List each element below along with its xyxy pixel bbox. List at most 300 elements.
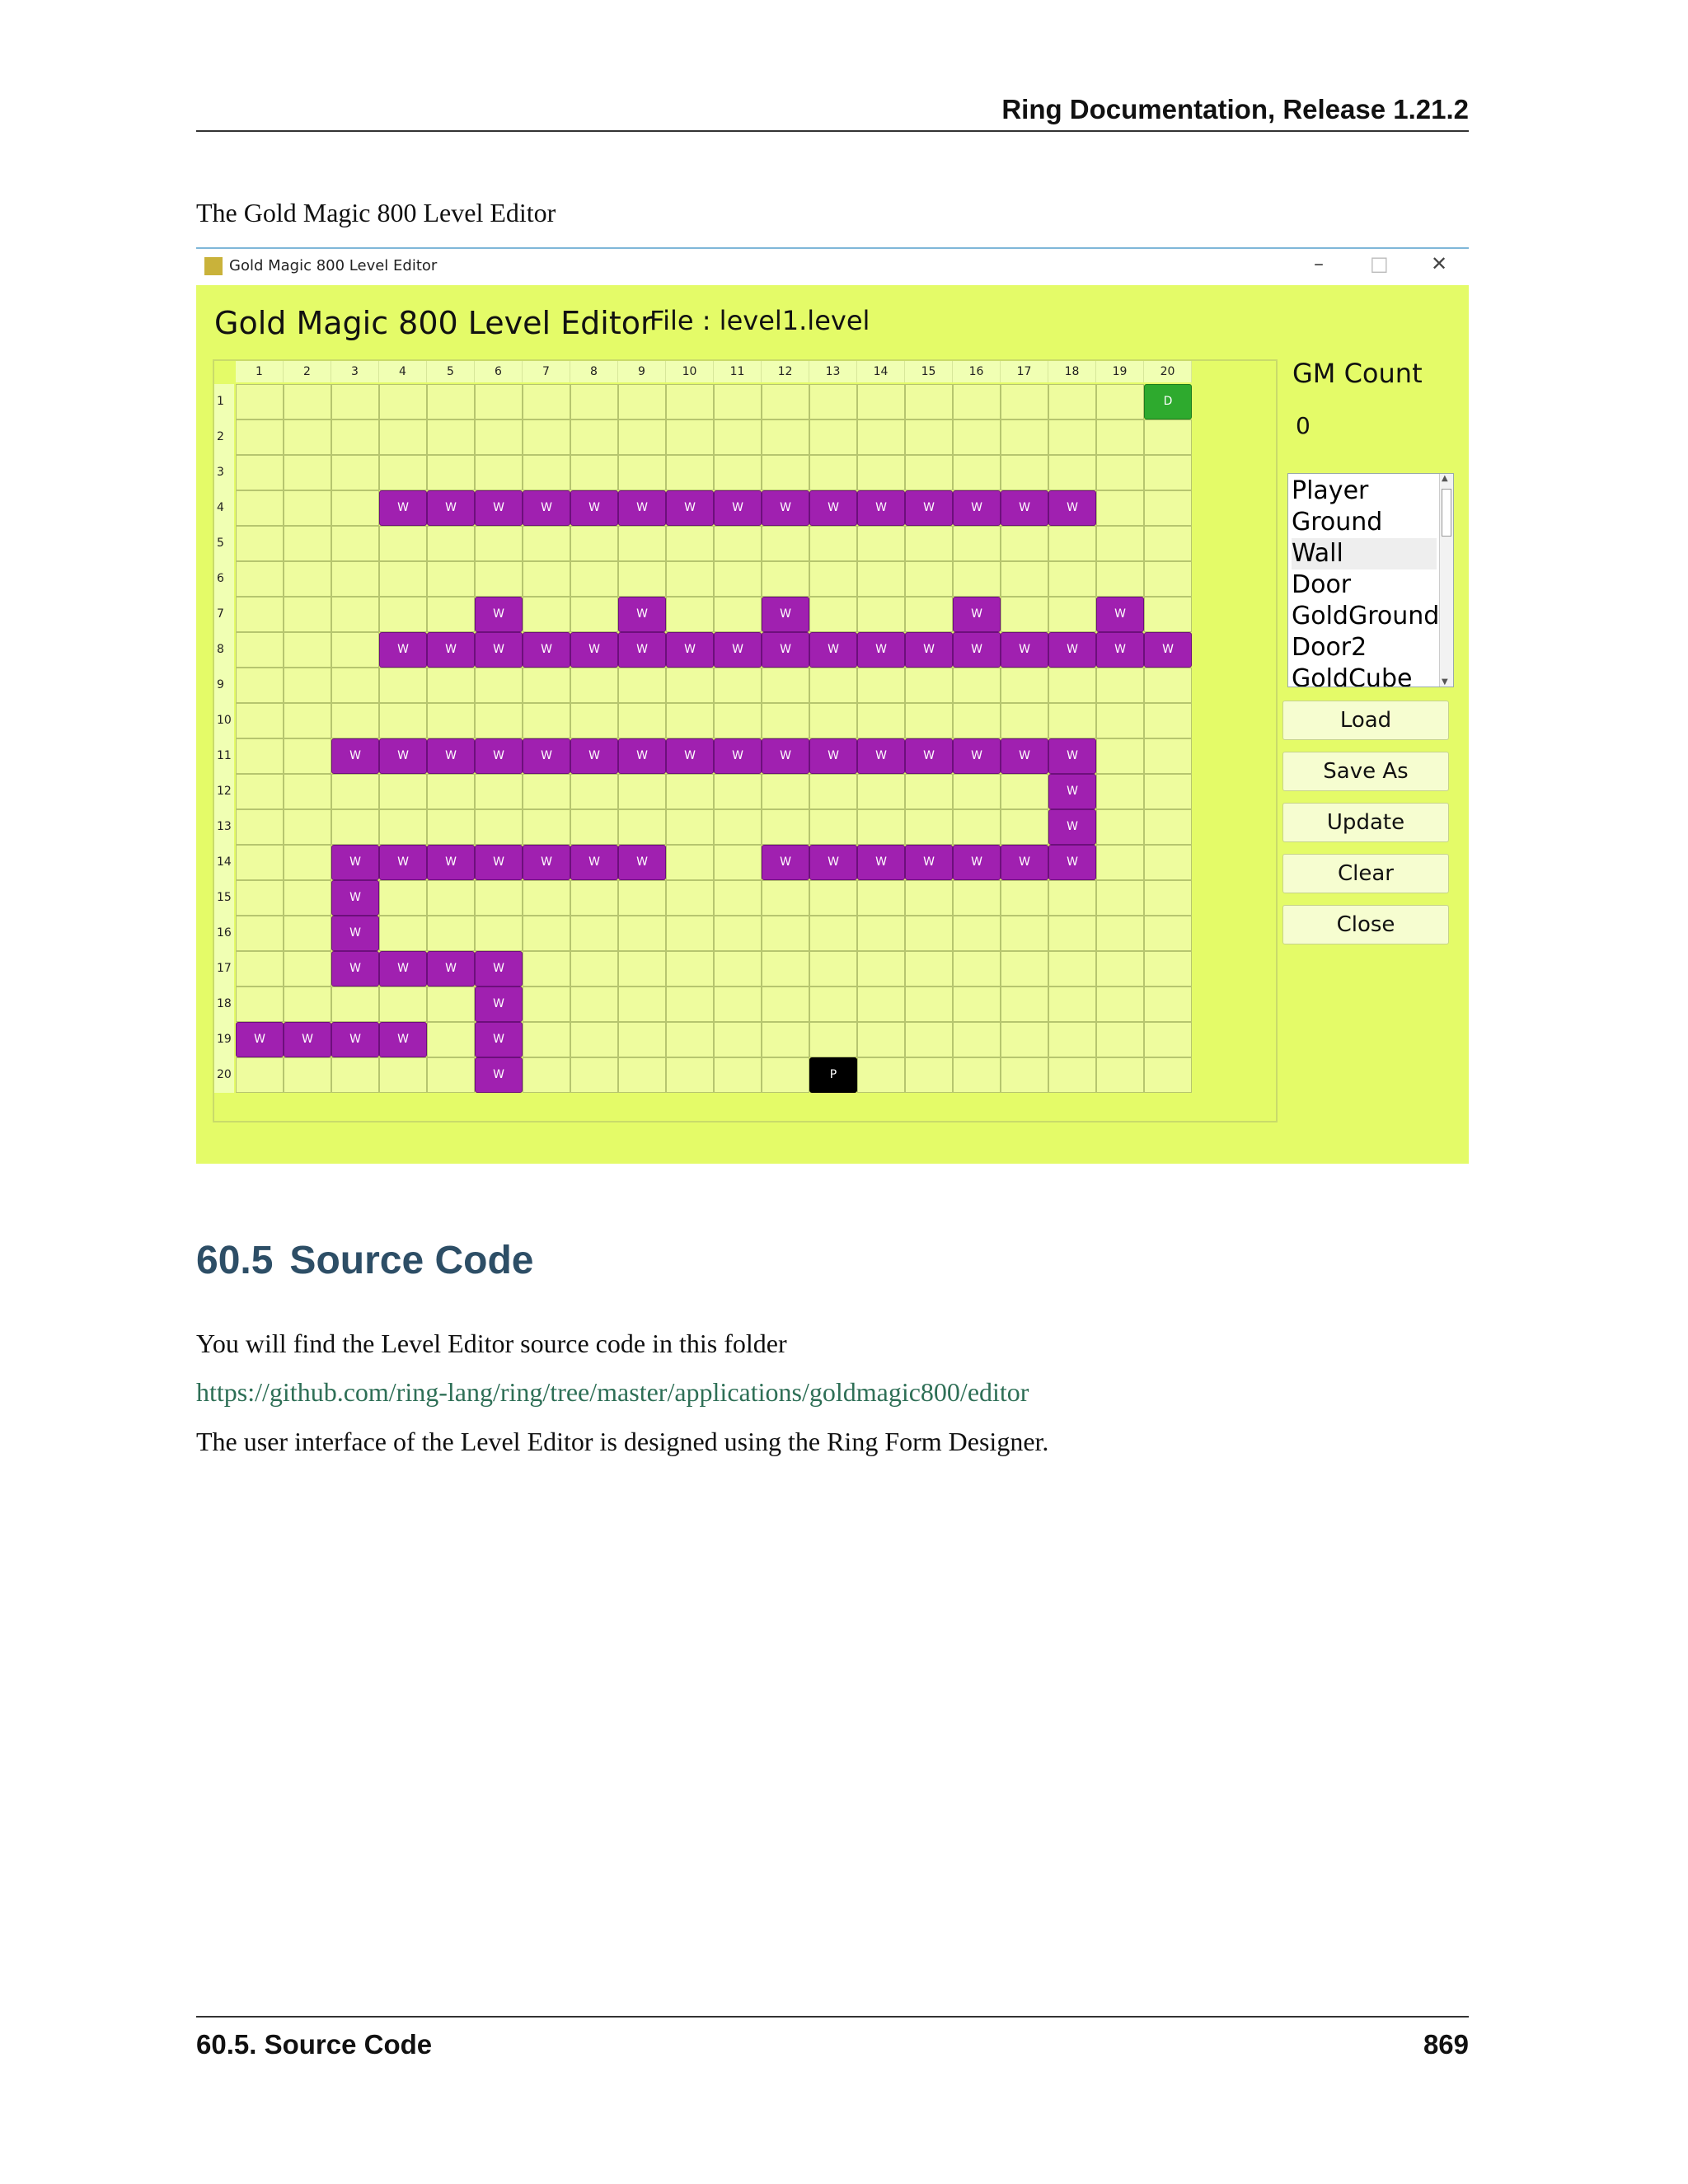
grid-cell[interactable] [570, 384, 618, 419]
grid-cell[interactable] [1144, 490, 1192, 526]
grid-cell[interactable] [953, 668, 1001, 703]
grid-cell[interactable] [284, 774, 331, 809]
wall-tile[interactable]: W [427, 845, 475, 880]
grid-cell[interactable] [1048, 1022, 1096, 1057]
grid-cell[interactable] [1096, 845, 1144, 880]
grid-cell[interactable] [714, 1022, 762, 1057]
wall-tile[interactable]: W [379, 951, 427, 987]
grid-cell[interactable] [857, 703, 905, 738]
wall-tile[interactable]: W [523, 738, 570, 774]
grid-cell[interactable] [857, 419, 905, 455]
wall-tile[interactable]: W [809, 632, 857, 668]
grid-cell[interactable] [1001, 880, 1048, 916]
grid-cell[interactable] [1001, 526, 1048, 561]
grid-cell[interactable] [762, 916, 809, 951]
grid-cell[interactable] [379, 561, 427, 597]
grid-cell[interactable] [618, 951, 666, 987]
grid-cell[interactable] [427, 880, 475, 916]
wall-tile[interactable]: W [905, 738, 953, 774]
grid-cell[interactable] [666, 845, 714, 880]
wall-tile[interactable]: W [475, 845, 523, 880]
grid-cell[interactable] [618, 668, 666, 703]
grid-cell[interactable] [1144, 1022, 1192, 1057]
grid-cell[interactable] [666, 597, 714, 632]
grid-cell[interactable] [475, 419, 523, 455]
scroll-thumb[interactable] [1442, 489, 1451, 537]
grid-cell[interactable] [236, 845, 284, 880]
list-item[interactable]: Ground [1292, 508, 1383, 537]
grid-cell[interactable] [236, 419, 284, 455]
wall-tile[interactable]: W [475, 1057, 523, 1093]
grid-cell[interactable] [236, 632, 284, 668]
grid-cell[interactable] [762, 526, 809, 561]
grid-cell[interactable] [714, 526, 762, 561]
grid-cell[interactable] [857, 668, 905, 703]
grid-cell[interactable] [1001, 1022, 1048, 1057]
grid-cell[interactable] [523, 809, 570, 845]
wall-tile[interactable]: W [475, 597, 523, 632]
grid-cell[interactable] [570, 668, 618, 703]
grid-cell[interactable] [331, 809, 379, 845]
grid-cell[interactable] [236, 703, 284, 738]
grid-cell[interactable] [618, 916, 666, 951]
grid-cell[interactable] [1096, 455, 1144, 490]
grid-cell[interactable] [427, 774, 475, 809]
grid-cell[interactable] [1001, 703, 1048, 738]
grid-cell[interactable] [523, 703, 570, 738]
grid-cell[interactable] [331, 455, 379, 490]
grid-cell[interactable] [1144, 774, 1192, 809]
grid-cell[interactable] [618, 703, 666, 738]
grid-cell[interactable] [905, 987, 953, 1022]
grid-cell[interactable] [379, 419, 427, 455]
grid-cell[interactable] [1048, 455, 1096, 490]
player-tile[interactable]: P [809, 1057, 857, 1093]
grid-cell[interactable] [666, 1057, 714, 1093]
grid-cell[interactable] [331, 632, 379, 668]
grid-cell[interactable] [379, 384, 427, 419]
grid-cell[interactable] [666, 880, 714, 916]
wall-tile[interactable]: W [762, 597, 809, 632]
grid-cell[interactable] [666, 384, 714, 419]
grid-cell[interactable] [570, 774, 618, 809]
wall-tile[interactable]: W [857, 738, 905, 774]
wall-tile[interactable]: W [475, 1022, 523, 1057]
grid-cell[interactable] [953, 526, 1001, 561]
grid-cell[interactable] [427, 1022, 475, 1057]
grid-cell[interactable] [523, 455, 570, 490]
grid-cell[interactable] [284, 455, 331, 490]
grid-cell[interactable] [1096, 526, 1144, 561]
grid-cell[interactable] [1001, 951, 1048, 987]
grid-cell[interactable] [762, 455, 809, 490]
grid-cell[interactable] [714, 880, 762, 916]
grid-cell[interactable] [666, 526, 714, 561]
grid-cell[interactable] [762, 561, 809, 597]
grid-cell[interactable] [236, 526, 284, 561]
list-item[interactable]: GoldCube [1292, 664, 1413, 687]
grid-cell[interactable] [284, 668, 331, 703]
grid-cell[interactable] [1144, 703, 1192, 738]
grid-cell[interactable] [857, 951, 905, 987]
grid-cell[interactable] [714, 419, 762, 455]
grid-cell[interactable] [427, 526, 475, 561]
grid-cell[interactable] [809, 951, 857, 987]
grid-cell[interactable] [809, 384, 857, 419]
grid-cell[interactable] [427, 455, 475, 490]
grid-cell[interactable] [1001, 597, 1048, 632]
grid-cell[interactable] [618, 1057, 666, 1093]
grid-cell[interactable] [236, 738, 284, 774]
grid-cell[interactable] [714, 384, 762, 419]
grid-cell[interactable] [236, 916, 284, 951]
grid-cell[interactable] [857, 1057, 905, 1093]
grid-cell[interactable] [1096, 809, 1144, 845]
grid-cell[interactable] [284, 880, 331, 916]
grid-cell[interactable] [570, 951, 618, 987]
grid-cell[interactable] [905, 1057, 953, 1093]
wall-tile[interactable]: W [284, 1022, 331, 1057]
grid-cell[interactable] [1144, 880, 1192, 916]
wall-tile[interactable]: W [714, 632, 762, 668]
scroll-up-icon[interactable]: ▲ [1442, 474, 1448, 483]
list-item[interactable]: Door [1292, 570, 1352, 599]
grid-cell[interactable] [953, 1057, 1001, 1093]
grid-cell[interactable] [379, 809, 427, 845]
grid-cell[interactable] [331, 526, 379, 561]
wall-tile[interactable]: W [618, 597, 666, 632]
grid-cell[interactable] [1096, 774, 1144, 809]
grid-cell[interactable] [762, 880, 809, 916]
grid-cell[interactable] [953, 774, 1001, 809]
grid-cell[interactable] [427, 809, 475, 845]
grid-cell[interactable] [953, 1022, 1001, 1057]
grid-cell[interactable] [666, 951, 714, 987]
grid-cell[interactable] [523, 987, 570, 1022]
wall-tile[interactable]: W [331, 845, 379, 880]
grid-cell[interactable] [570, 987, 618, 1022]
grid-cell[interactable] [427, 916, 475, 951]
wall-tile[interactable]: W [953, 738, 1001, 774]
wall-tile[interactable]: W [475, 490, 523, 526]
grid-cell[interactable] [905, 703, 953, 738]
wall-tile[interactable]: W [331, 880, 379, 916]
wall-tile[interactable]: W [570, 738, 618, 774]
grid-cell[interactable] [953, 384, 1001, 419]
wall-tile[interactable]: W [475, 738, 523, 774]
wall-tile[interactable]: W [427, 951, 475, 987]
grid-cell[interactable] [1001, 774, 1048, 809]
grid-cell[interactable] [1144, 419, 1192, 455]
grid-cell[interactable] [1001, 809, 1048, 845]
grid-cell[interactable] [331, 987, 379, 1022]
grid-cell[interactable] [714, 774, 762, 809]
grid-cell[interactable] [857, 880, 905, 916]
grid-cell[interactable] [331, 1057, 379, 1093]
grid-cell[interactable] [331, 490, 379, 526]
grid-cell[interactable] [1144, 916, 1192, 951]
grid-cell[interactable] [284, 809, 331, 845]
grid-cell[interactable] [953, 455, 1001, 490]
grid-cell[interactable] [714, 987, 762, 1022]
wall-tile[interactable]: W [666, 738, 714, 774]
wall-tile[interactable]: W [618, 845, 666, 880]
grid-cell[interactable] [523, 526, 570, 561]
grid-cell[interactable] [523, 384, 570, 419]
wall-tile[interactable]: W [379, 1022, 427, 1057]
wall-tile[interactable]: W [1048, 490, 1096, 526]
grid-cell[interactable] [905, 1022, 953, 1057]
grid-cell[interactable] [714, 668, 762, 703]
grid-cell[interactable] [809, 809, 857, 845]
grid-cell[interactable] [1144, 668, 1192, 703]
grid-cell[interactable] [570, 419, 618, 455]
grid-cell[interactable] [331, 597, 379, 632]
grid-cell[interactable] [475, 703, 523, 738]
grid-cell[interactable] [809, 880, 857, 916]
wall-tile[interactable]: W [1001, 490, 1048, 526]
grid-cell[interactable] [714, 597, 762, 632]
wall-tile[interactable]: W [809, 490, 857, 526]
grid-cell[interactable] [1048, 880, 1096, 916]
grid-cell[interactable] [1048, 703, 1096, 738]
grid-cell[interactable] [570, 597, 618, 632]
grid-cell[interactable] [523, 419, 570, 455]
wall-tile[interactable]: W [953, 490, 1001, 526]
grid-cell[interactable] [1144, 1057, 1192, 1093]
wall-tile[interactable]: W [1048, 738, 1096, 774]
grid-cell[interactable] [236, 384, 284, 419]
grid-cell[interactable] [236, 1057, 284, 1093]
wall-tile[interactable]: W [857, 490, 905, 526]
grid-cell[interactable] [1096, 738, 1144, 774]
grid-cell[interactable] [905, 419, 953, 455]
wall-tile[interactable]: W [857, 845, 905, 880]
grid-cell[interactable] [762, 1022, 809, 1057]
grid-cell[interactable] [427, 384, 475, 419]
grid-cell[interactable] [618, 1022, 666, 1057]
grid-cell[interactable] [523, 916, 570, 951]
grid-cell[interactable] [714, 809, 762, 845]
tile-type-list[interactable] [1287, 473, 1454, 687]
wall-tile[interactable]: W [618, 490, 666, 526]
grid-cell[interactable] [570, 526, 618, 561]
grid-cell[interactable] [1144, 951, 1192, 987]
grid-cell[interactable] [427, 597, 475, 632]
grid-cell[interactable] [666, 987, 714, 1022]
grid-cell[interactable] [236, 455, 284, 490]
wall-tile[interactable]: W [762, 845, 809, 880]
wall-tile[interactable]: W [905, 845, 953, 880]
wall-tile[interactable]: W [809, 845, 857, 880]
list-item[interactable]: Wall [1292, 538, 1437, 569]
grid-cell[interactable] [284, 490, 331, 526]
grid-cell[interactable] [1048, 561, 1096, 597]
grid-cell[interactable] [1048, 384, 1096, 419]
grid-cell[interactable] [857, 526, 905, 561]
grid-cell[interactable] [284, 1057, 331, 1093]
grid-cell[interactable] [905, 951, 953, 987]
grid-cell[interactable] [284, 597, 331, 632]
grid-cell[interactable] [1144, 455, 1192, 490]
grid-cell[interactable] [475, 809, 523, 845]
grid-cell[interactable] [666, 703, 714, 738]
grid-cell[interactable] [570, 916, 618, 951]
grid-cell[interactable] [284, 845, 331, 880]
grid-cell[interactable] [236, 809, 284, 845]
grid-cell[interactable] [1096, 1057, 1144, 1093]
grid-cell[interactable] [953, 561, 1001, 597]
grid-cell[interactable] [762, 419, 809, 455]
grid-cell[interactable] [284, 987, 331, 1022]
wall-tile[interactable]: W [1001, 845, 1048, 880]
maximize-icon[interactable]: □ [1370, 252, 1389, 275]
wall-tile[interactable]: W [666, 632, 714, 668]
wall-tile[interactable]: W [1096, 632, 1144, 668]
list-item[interactable]: Player [1292, 476, 1369, 505]
wall-tile[interactable]: W [427, 490, 475, 526]
grid-cell[interactable] [809, 703, 857, 738]
wall-tile[interactable]: W [331, 1022, 379, 1057]
grid-cell[interactable] [905, 809, 953, 845]
wall-tile[interactable]: W [475, 951, 523, 987]
grid-cell[interactable] [331, 703, 379, 738]
grid-cell[interactable] [714, 916, 762, 951]
close-button[interactable]: Close [1282, 905, 1449, 944]
grid-cell[interactable] [1048, 951, 1096, 987]
grid-cell[interactable] [1144, 987, 1192, 1022]
wall-tile[interactable]: W [475, 987, 523, 1022]
grid-cell[interactable] [523, 880, 570, 916]
grid-cell[interactable] [666, 561, 714, 597]
grid-cell[interactable] [1001, 455, 1048, 490]
grid-cell[interactable] [1096, 916, 1144, 951]
wall-tile[interactable]: W [953, 632, 1001, 668]
grid-cell[interactable] [809, 774, 857, 809]
wall-tile[interactable]: W [1048, 845, 1096, 880]
grid-cell[interactable] [475, 455, 523, 490]
grid-cell[interactable] [427, 987, 475, 1022]
grid-cell[interactable] [618, 561, 666, 597]
grid-cell[interactable] [475, 880, 523, 916]
grid-cell[interactable] [284, 951, 331, 987]
scroll-down-icon[interactable]: ▼ [1442, 677, 1448, 687]
wall-tile[interactable]: W [1001, 632, 1048, 668]
grid-cell[interactable] [570, 809, 618, 845]
grid-cell[interactable] [331, 561, 379, 597]
wall-tile[interactable]: W [1096, 597, 1144, 632]
grid-cell[interactable] [762, 703, 809, 738]
wall-tile[interactable]: W [379, 738, 427, 774]
grid-cell[interactable] [523, 951, 570, 987]
grid-cell[interactable] [905, 597, 953, 632]
grid-cell[interactable] [475, 916, 523, 951]
window-titlebar[interactable] [196, 249, 1469, 285]
grid-cell[interactable] [1001, 561, 1048, 597]
grid-cell[interactable] [953, 419, 1001, 455]
grid-cell[interactable] [953, 916, 1001, 951]
grid-cell[interactable] [475, 526, 523, 561]
grid-cell[interactable] [809, 668, 857, 703]
grid-cell[interactable] [905, 384, 953, 419]
grid-cell[interactable] [953, 987, 1001, 1022]
load-button[interactable]: Load [1282, 701, 1449, 740]
wall-tile[interactable]: W [714, 738, 762, 774]
grid-cell[interactable] [236, 987, 284, 1022]
grid-cell[interactable] [666, 419, 714, 455]
grid-cell[interactable] [284, 916, 331, 951]
grid-cell[interactable] [284, 738, 331, 774]
grid-cell[interactable] [1096, 703, 1144, 738]
wall-tile[interactable]: W [331, 951, 379, 987]
source-link[interactable]: https://github.com/ring-lang/ring/tree/master/applications/goldmagic800/editor [196, 1377, 1029, 1407]
grid-cell[interactable] [714, 845, 762, 880]
wall-tile[interactable]: W [236, 1022, 284, 1057]
grid-cell[interactable] [379, 668, 427, 703]
grid-cell[interactable] [379, 987, 427, 1022]
grid-cell[interactable] [809, 987, 857, 1022]
list-item[interactable]: Door2 [1292, 633, 1367, 662]
grid-cell[interactable] [809, 916, 857, 951]
grid-cell[interactable] [236, 774, 284, 809]
minimize-icon[interactable]: – [1314, 252, 1324, 275]
grid-cell[interactable] [475, 668, 523, 703]
grid-cell[interactable] [1001, 419, 1048, 455]
door-tile[interactable]: D [1144, 384, 1192, 419]
grid-cell[interactable] [523, 774, 570, 809]
grid-cell[interactable] [857, 987, 905, 1022]
grid-cell[interactable] [857, 774, 905, 809]
wall-tile[interactable]: W [523, 490, 570, 526]
grid-cell[interactable] [284, 703, 331, 738]
grid-cell[interactable] [1048, 916, 1096, 951]
wall-tile[interactable]: W [762, 738, 809, 774]
grid-cell[interactable] [1144, 738, 1192, 774]
grid-cell[interactable] [666, 668, 714, 703]
grid-cell[interactable] [427, 1057, 475, 1093]
wall-tile[interactable]: W [570, 490, 618, 526]
grid-cell[interactable] [427, 703, 475, 738]
grid-cell[interactable] [714, 951, 762, 987]
grid-cell[interactable] [1096, 951, 1144, 987]
grid-cell[interactable] [905, 916, 953, 951]
grid-cell[interactable] [379, 526, 427, 561]
grid-cell[interactable] [379, 916, 427, 951]
grid-cell[interactable] [857, 561, 905, 597]
grid-cell[interactable] [953, 880, 1001, 916]
grid-cell[interactable] [475, 774, 523, 809]
wall-tile[interactable]: W [714, 490, 762, 526]
wall-tile[interactable]: W [379, 632, 427, 668]
grid-cell[interactable] [618, 809, 666, 845]
grid-cell[interactable] [1096, 880, 1144, 916]
grid-cell[interactable] [1001, 916, 1048, 951]
wall-tile[interactable]: W [331, 916, 379, 951]
grid-cell[interactable] [570, 1057, 618, 1093]
list-item[interactable]: GoldGround [1292, 602, 1440, 630]
grid-cell[interactable] [523, 561, 570, 597]
wall-tile[interactable]: W [379, 490, 427, 526]
grid-cell[interactable] [284, 561, 331, 597]
grid-cell[interactable] [857, 916, 905, 951]
grid-cell[interactable] [762, 1057, 809, 1093]
grid-cell[interactable] [953, 951, 1001, 987]
grid-cell[interactable] [284, 419, 331, 455]
grid-cell[interactable] [762, 774, 809, 809]
grid-cell[interactable] [809, 455, 857, 490]
grid-cell[interactable] [236, 490, 284, 526]
grid-cell[interactable] [618, 526, 666, 561]
